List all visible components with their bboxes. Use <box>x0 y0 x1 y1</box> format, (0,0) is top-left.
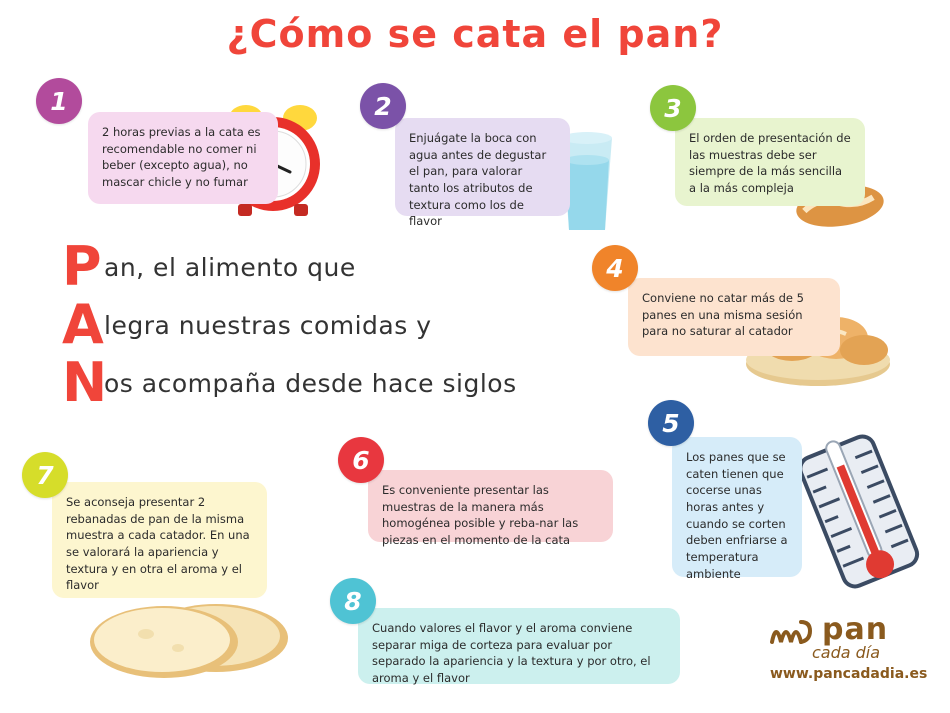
acrostic-pan <box>62 235 662 414</box>
acrostic-letter-n: N <box>62 351 108 414</box>
step-card-3 <box>675 118 865 206</box>
step-1-text: 2 horas previas a la cata es recomendable no comer ni beber (excepto agua), no mascar chicle y no fumar <box>102 125 261 190</box>
step-7-text: Se aconseja presentar 2 rebanadas de pan de la misma muestra a cada catador. En una se valorará la apariencia y textura y en otra el aroma y el flavor <box>66 495 250 593</box>
step-card-8 <box>358 608 680 684</box>
logo-url[interactable]: www.pancadadia.es <box>770 666 928 682</box>
step-card-1 <box>88 112 278 204</box>
step-badge-8: 8 <box>330 578 376 624</box>
acrostic-letter-a: A <box>62 293 104 356</box>
acrostic-letter-p: P <box>62 235 102 298</box>
step-badge-7: 7 <box>22 452 68 498</box>
logo-tagline: cada día <box>812 643 881 662</box>
step-badge-1: 1 <box>36 78 82 124</box>
step-card-2 <box>395 118 570 229</box>
step-3-text: El orden de presentación de las muestras debe ser siempre de la más sencilla a la más compleja <box>689 131 851 196</box>
step-8-text: Cuando valores el flavor y el aroma conviene separar miga de corteza para evaluar por separado la apariencia y la textura y por otro, el aroma y el flavor <box>372 621 651 686</box>
thermometer-illustration <box>790 432 930 592</box>
step-5-text: Los panes que se caten tienen que cocerse unas horas antes y cuando se corten deben enfriarse a temperatura ambiente <box>686 450 788 581</box>
step-card-7 <box>52 482 267 598</box>
page-title: ¿Cómo se cata el pan? <box>226 12 724 56</box>
step-badge-2: 2 <box>360 83 406 129</box>
step-2-text: Enjuágate la boca con agua antes de degustar el pan, para valorar tanto los atributos de textura como los de flavor <box>409 131 547 229</box>
step-card-5 <box>672 437 802 581</box>
step-badge-4: 4 <box>592 245 638 291</box>
step-6-text: Es conveniente presentar las muestras de la manera más homogénea posible y reba-nar las piezas en el momento de la cata <box>382 483 579 548</box>
step-badge-6: 6 <box>338 437 384 483</box>
logo-name: pan <box>822 612 889 647</box>
wheat-mark-icon <box>770 616 816 646</box>
step-card-6 <box>368 470 613 548</box>
step-4-text: Conviene no catar más de 5 panes en una misma sesión para no saturar al catador <box>642 291 804 339</box>
acrostic-row-2 <box>62 293 662 356</box>
acrostic-row-3 <box>62 351 662 414</box>
acrostic-text-2: legra nuestras comidas y <box>104 310 432 340</box>
brand-logo[interactable] <box>770 612 940 682</box>
step-badge-3: 3 <box>650 85 696 131</box>
acrostic-text-3: os acompaña desde hace siglos <box>104 368 517 398</box>
step-badge-5: 5 <box>648 400 694 446</box>
acrostic-text-1: an, el alimento que <box>104 252 356 282</box>
bread-slices-illustration <box>86 592 296 682</box>
acrostic-row-1 <box>62 235 662 298</box>
